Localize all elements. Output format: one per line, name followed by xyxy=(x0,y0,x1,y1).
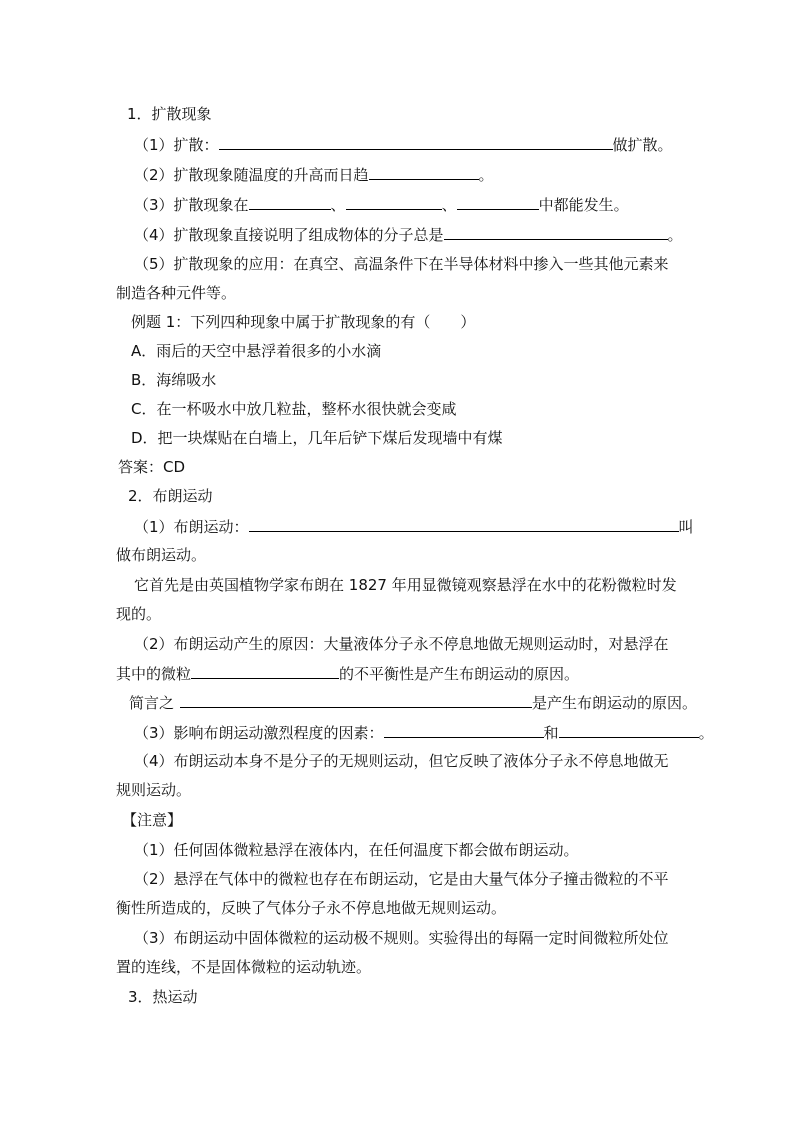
answer-blank[interactable] xyxy=(180,692,532,708)
diffusion-states-text: （3）扩散现象在 xyxy=(134,196,249,214)
diffusion-explains xyxy=(134,224,683,245)
punctuation: 。 xyxy=(698,724,714,742)
diffusion-definition-prefix: （1）扩散： xyxy=(134,136,219,154)
diffusion-states xyxy=(134,194,629,215)
answer-blank[interactable] xyxy=(457,194,539,210)
section-1-title: 1．扩散现象 xyxy=(127,105,212,123)
brownian-definition-suffix: 叫 xyxy=(678,518,694,536)
note-2-line2: 衡性所造成的，反映了气体分子永不停息地做无规则运动。 xyxy=(116,899,507,917)
answer-blank[interactable] xyxy=(369,164,479,180)
note-3-line1: （3）布朗运动中固体微粒的运动极不规则。实验得出的每隔一定时间微粒所处位 xyxy=(134,929,669,947)
brownian-definition-line2: 做布朗运动。 xyxy=(116,546,207,564)
example-option-a: A．雨后的天空中悬浮着很多的小水滴 xyxy=(131,342,382,360)
section-2-title: 2．布朗运动 xyxy=(128,487,213,505)
brownian-summary-prefix: 简言之 xyxy=(129,694,175,712)
brownian-factors xyxy=(134,722,714,743)
brownian-summary-suffix: 是产生布朗运动的原因。 xyxy=(532,694,698,712)
conjunction: 和 xyxy=(543,724,559,742)
punctuation: 。 xyxy=(667,226,683,244)
brownian-history-line2: 现的。 xyxy=(116,605,162,623)
diffusion-explains-text: （4）扩散现象直接说明了组成物体的分子总是 xyxy=(134,226,444,244)
brownian-nature-line2: 规则运动。 xyxy=(116,781,192,799)
answer-blank[interactable] xyxy=(444,224,668,240)
answer-blank[interactable] xyxy=(219,134,613,150)
example-option-d: D．把一块煤贴在白墙上，几年后铲下煤后发现墙中有煤 xyxy=(131,429,503,447)
answer-blank[interactable] xyxy=(249,516,679,532)
diffusion-definition xyxy=(134,134,673,155)
diffusion-application-line1: （5）扩散现象的应用：在真空、高温条件下在半导体材料中掺入一些其他元素来 xyxy=(134,255,669,273)
note-title: 【注意】 xyxy=(122,811,183,829)
answer-blank[interactable] xyxy=(249,194,331,210)
brownian-nature-line1: （4）布朗运动本身不是分子的无规则运动，但它反映了液体分子永不停息地做无 xyxy=(134,752,669,770)
brownian-cause-line1: （2）布朗运动产生的原因：大量液体分子永不停息地做无规则运动时，对悬浮在 xyxy=(134,635,669,653)
brownian-cause-prefix: 其中的微粒 xyxy=(116,665,192,683)
section-3-title: 3．热运动 xyxy=(128,988,198,1006)
note-2-line1: （2）悬浮在气体中的微粒也存在布朗运动，它是由大量气体分子撞击微粒的不平 xyxy=(134,870,669,888)
brownian-definition xyxy=(134,516,694,537)
note-1: （1）任何固体微粒悬浮在液体内，在任何温度下都会做布朗运动。 xyxy=(134,841,579,859)
separator: 、 xyxy=(330,196,346,214)
diffusion-temperature-text: （2）扩散现象随温度的升高而日趋 xyxy=(134,166,369,184)
diffusion-temperature xyxy=(134,164,494,185)
answer-blank[interactable] xyxy=(346,194,442,210)
example-option-c: C．在一杯吸水中放几粒盐，整杯水很快就会变咸 xyxy=(131,400,457,418)
answer-blank[interactable] xyxy=(384,722,544,738)
brownian-history-line1: 它首先是由英国植物学家布朗在 1827 年用显微镜观察悬浮在水中的花粉微粒时发 xyxy=(134,576,677,594)
diffusion-states-suffix: 中都能发生。 xyxy=(538,196,629,214)
punctuation: 。 xyxy=(478,166,494,184)
answer-blank[interactable] xyxy=(191,663,339,679)
separator: 、 xyxy=(441,196,457,214)
example-question: 例题 1：下列四种现象中属于扩散现象的有（ ） xyxy=(131,313,476,331)
brownian-definition-prefix: （1）布朗运动： xyxy=(134,518,249,536)
diffusion-application-line2: 制造各种元件等。 xyxy=(116,284,237,302)
brownian-factors-text: （3）影响布朗运动激烈程度的因素： xyxy=(134,724,384,742)
answer-blank[interactable] xyxy=(559,722,699,738)
example-option-b: B．海绵吸水 xyxy=(131,371,217,389)
brownian-cause-line2 xyxy=(116,663,579,684)
diffusion-definition-suffix: 做扩散。 xyxy=(612,136,673,154)
brownian-cause-suffix: 的不平衡性是产生布朗运动的原因。 xyxy=(339,665,580,683)
note-3-line2: 置的连线，不是固体微粒的运动轨迹。 xyxy=(116,958,372,976)
brownian-summary xyxy=(129,692,697,713)
example-answer: 答案：CD xyxy=(118,458,186,476)
